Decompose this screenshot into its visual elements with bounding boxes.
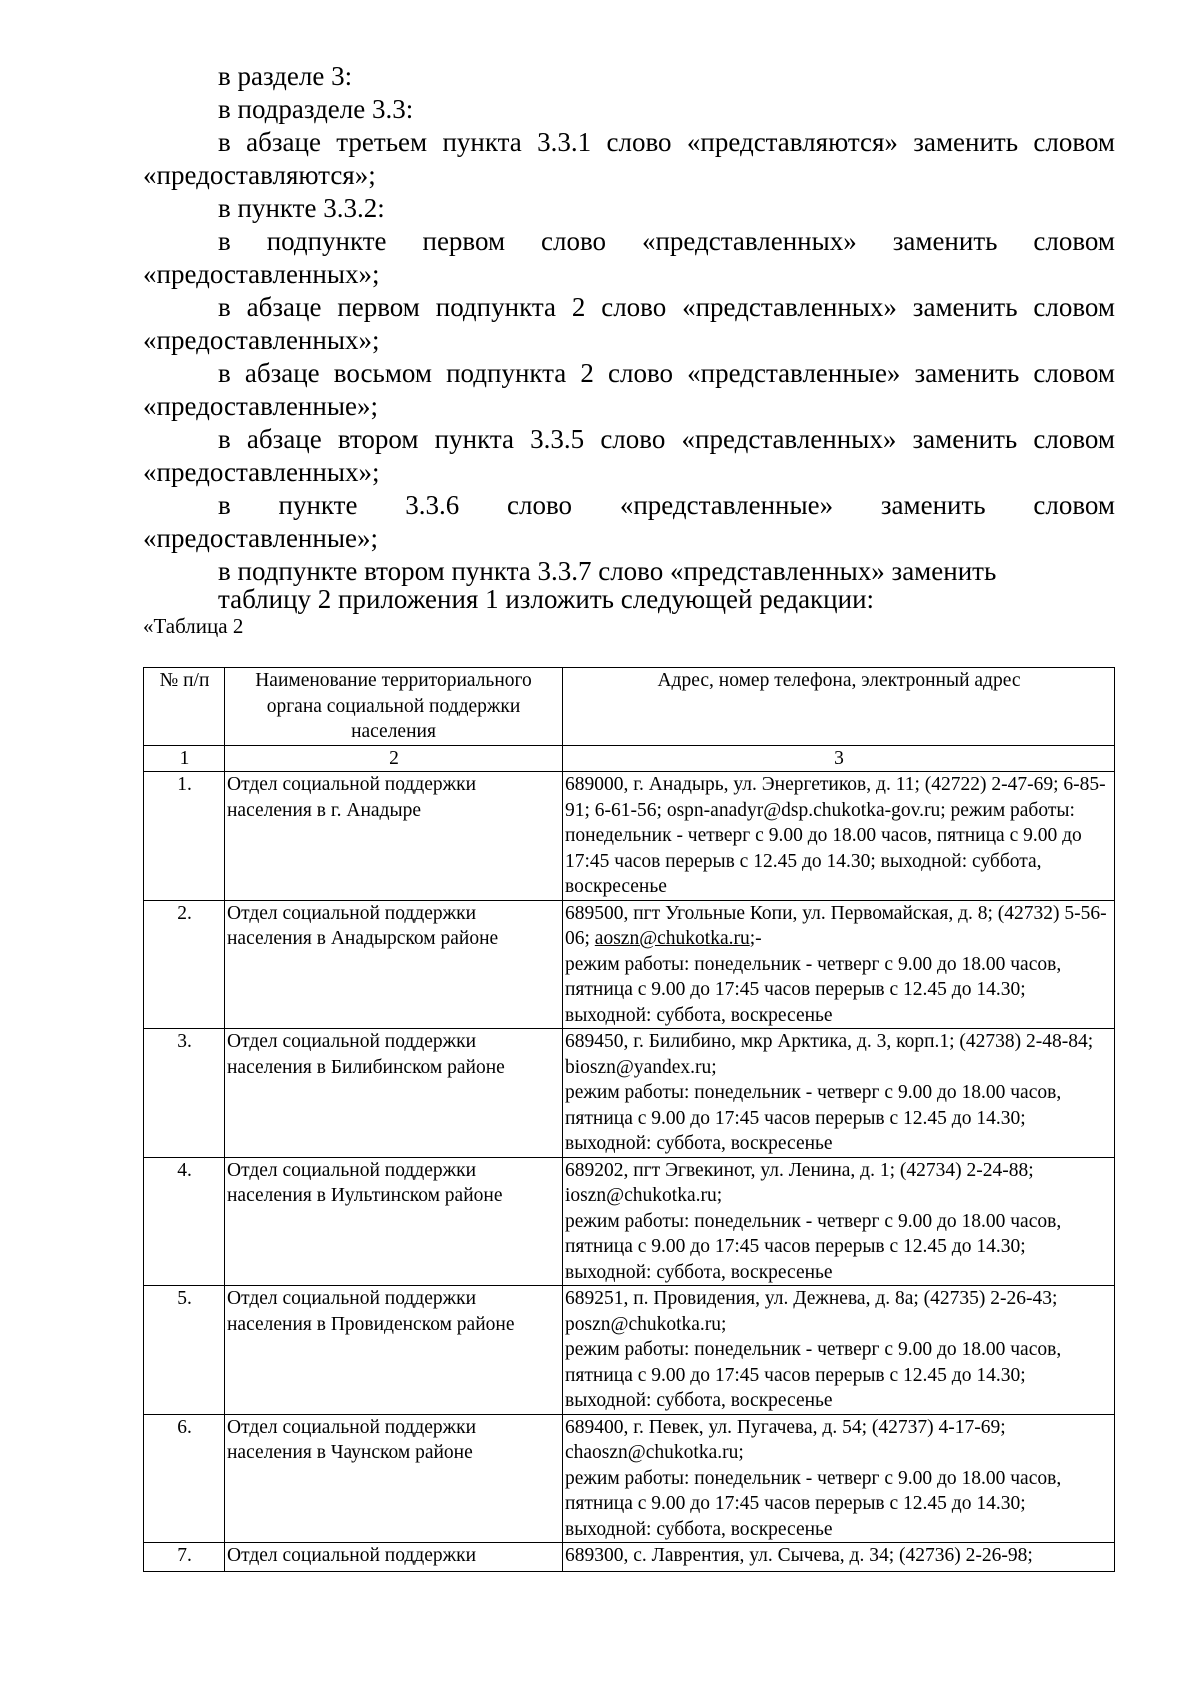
- office-name: Отдел социальной поддержки населения в Чаунском районе: [225, 1414, 563, 1543]
- office-contacts: [563, 1286, 1115, 1415]
- table-row: [144, 772, 1115, 901]
- table-row: [144, 1029, 1115, 1158]
- contact-address: 689251, п. Провидения, ул. Дежнева, д. 8а; (42735) 2-26-43; poszn@chukotka.ru;: [565, 1288, 1058, 1335]
- row-number: 6.: [144, 1414, 225, 1543]
- contact-tail: ;-: [749, 928, 762, 949]
- contact-schedule: режим работы: понедельник - четверг с 9.00 до 18.00 часов, пятница с 9.00 до 17:45 часов перерыв с 12.45 до 14.30; выходной: суббота, воскресенье: [565, 1467, 1062, 1540]
- paragraph-line: «предоставленных»;: [143, 457, 380, 487]
- paragraph-line: «предоставляются»;: [143, 160, 376, 190]
- paragraph-line: в подпункте первом слово «представленных» заменить словом: [218, 226, 1115, 256]
- table-row: [144, 1286, 1115, 1415]
- paragraph: таблицу 2 приложения 1 изложить следующей редакции:: [218, 584, 875, 614]
- office-name: Отдел социальной поддержки: [225, 1543, 563, 1572]
- office-contacts: [563, 1157, 1115, 1286]
- table-row: [144, 1414, 1115, 1543]
- email-link[interactable]: aoszn@chukotka.ru: [594, 928, 750, 949]
- header-num: № п/п: [144, 668, 225, 746]
- contact-schedule: ospn-anadyr@dsp.chukotka-gov.ru; режим работы: понедельник - четверг с 9.00 до 18.00 часов, пятница с 9.00 до 17:45 часов перерыв с 12.45 до 14.30; выходной: суббота, воскресенье: [565, 799, 1082, 897]
- table-caption: «Таблица 2: [143, 614, 244, 638]
- row-number: 5.: [144, 1286, 225, 1415]
- col-number: 3: [563, 745, 1115, 772]
- office-contacts: [563, 900, 1115, 1029]
- office-contacts: [563, 1414, 1115, 1543]
- row-number: 2.: [144, 900, 225, 1029]
- paragraph-line: «предоставленных»;: [143, 259, 380, 289]
- paragraph: в подразделе 3.3:: [218, 94, 414, 124]
- office-name: Отдел социальной поддержки населения в Билибинском районе: [225, 1029, 563, 1158]
- paragraph-line: в абзаце восьмом подпункта 2 слово «представленные» заменить словом: [218, 358, 1115, 388]
- paragraph-line: в пункте 3.3.6 слово «представленные» заменить словом: [218, 490, 1115, 520]
- paragraph-line: «предоставленных»;: [143, 325, 380, 355]
- paragraph-line: в абзаце третьем пункта 3.3.1 слово «представляются» заменить словом: [218, 127, 1115, 157]
- contact-schedule: режим работы: понедельник - четверг с 9.00 до 18.00 часов, пятница с 9.00 до 17:45 часов перерыв с 12.45 до 14.30; выходной: суббота, воскресенье: [565, 953, 1062, 1026]
- header-name: Наименование территориального органа социальной поддержки населения: [225, 668, 563, 746]
- row-number: 1.: [144, 772, 225, 901]
- column-number-row: [144, 745, 1115, 772]
- paragraph: в пункте 3.3.2:: [218, 193, 385, 223]
- row-number: 7.: [144, 1543, 225, 1572]
- row-number: 4.: [144, 1157, 225, 1286]
- office-name: Отдел социальной поддержки населения в г. Анадыре: [225, 772, 563, 901]
- col-number: 2: [225, 745, 563, 772]
- table-row: [144, 1157, 1115, 1286]
- contact-address: 689300, с. Лаврентия, ул. Сычева, д. 34; (42736) 2-26-98;: [565, 1545, 1033, 1566]
- office-contacts: [563, 1543, 1115, 1572]
- paragraph-line: в абзаце первом подпункта 2 слово «представленных» заменить словом: [218, 292, 1115, 322]
- col-number: 1: [144, 745, 225, 772]
- header-contacts: Адрес, номер телефона, электронный адрес: [563, 668, 1115, 746]
- contact-schedule: режим работы: понедельник - четверг с 9.00 до 18.00 часов, пятница с 9.00 до 17:45 часов перерыв с 12.45 до 14.30; выходной: суббота, воскресенье: [565, 1082, 1062, 1154]
- paragraph: в разделе 3:: [218, 61, 353, 91]
- office-name: Отдел социальной поддержки населения в Анадырском районе: [225, 900, 563, 1029]
- office-contacts: [563, 772, 1115, 901]
- table-header-row: [144, 668, 1115, 746]
- table-row: [144, 900, 1115, 1029]
- office-contacts: [563, 1029, 1115, 1158]
- office-name: Отдел социальной поддержки населения в Иультинском районе: [225, 1157, 563, 1286]
- contact-address: 689202, пгт Эгвекинот, ул. Ленина, д. 1; (42734) 2-24-88; ioszn@chukotka.ru;: [565, 1159, 1034, 1206]
- office-name: Отдел социальной поддержки населения в Провиденском районе: [225, 1286, 563, 1415]
- offices-table: [143, 667, 1115, 1572]
- contact-schedule: режим работы: понедельник - четверг с 9.00 до 18.00 часов, пятница с 9.00 до 17:45 часов перерыв с 12.45 до 14.30; выходной: суббота, воскресенье: [565, 1339, 1062, 1411]
- paragraph-line: «предоставленные»;: [143, 391, 378, 421]
- row-number: 3.: [144, 1029, 225, 1158]
- contact-address: 689450, г. Билибино, мкр Арктика, д. 3, корп.1; (42738) 2-48-84; bioszn@yandex.ru;: [565, 1031, 1094, 1078]
- contact-address: 689400, г. Певек, ул. Пугачева, д. 54; (42737) 4-17-69; chaoszn@chukotka.ru;: [565, 1416, 1006, 1463]
- contact-address: 689000, г. Анадырь, ул. Энергетиков, д. 11; (42722) 2-47-69; 6-85-91; 6-61-56;: [565, 774, 1106, 821]
- contact-schedule: режим работы: понедельник - четверг с 9.00 до 18.00 часов, пятница с 9.00 до 17:45 часов перерыв с 12.45 до 14.30; выходной: суббота, воскресенье: [565, 1210, 1062, 1283]
- contact-address: 689500, пгт Угольные Копи, ул. Первомайская, д. 8; (42732) 5-56-06;: [565, 902, 1107, 949]
- paragraph-line: «предоставленные»;: [143, 523, 378, 553]
- paragraph: в подпункте втором пункта 3.3.7 слово «представленных» заменить: [218, 556, 997, 586]
- table-row: [144, 1543, 1115, 1572]
- paragraph-line: в абзаце втором пункта 3.3.5 слово «представленных» заменить словом: [218, 424, 1115, 454]
